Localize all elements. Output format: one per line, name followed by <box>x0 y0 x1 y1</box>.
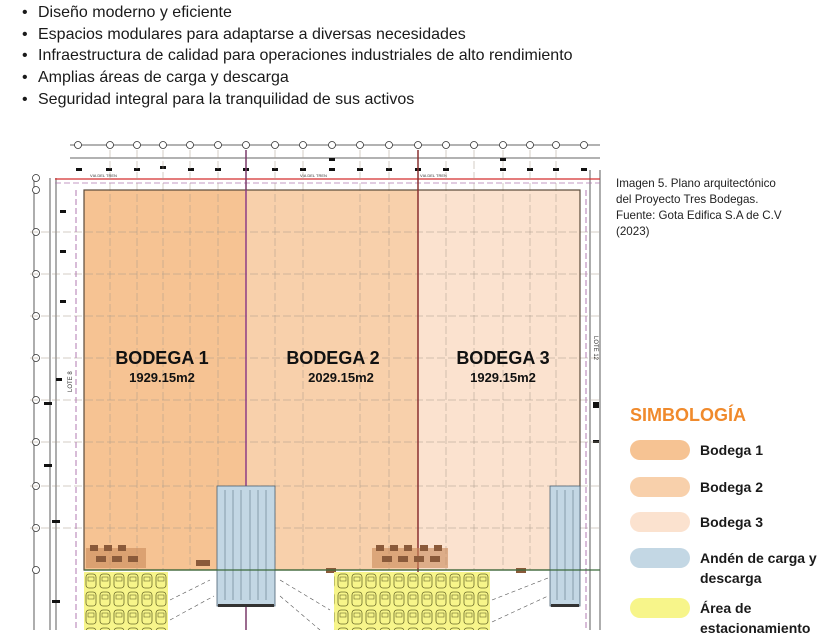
caption-line: Fuente: Gota Edifica S.A de C.V <box>616 208 782 222</box>
bodega-3-label: BODEGA 3 <box>456 348 550 368</box>
rail-label: VIA DEL TREN <box>300 173 327 178</box>
bodega-2-area-label: 2029.15m2 <box>308 370 374 385</box>
figure-caption <box>616 176 816 240</box>
legend-swatch <box>630 440 690 460</box>
loading-dock <box>550 486 580 607</box>
legend-label: Bodega 1 <box>700 442 764 458</box>
legend-title: SIMBOLOGÍA <box>630 405 746 425</box>
bodega-1-label: BODEGA 1 <box>115 348 209 368</box>
legend-swatch <box>630 477 690 497</box>
rail-label: VIA DEL TREN <box>90 173 117 178</box>
loading-dock <box>217 486 275 607</box>
architectural-floor-plan <box>0 130 610 630</box>
row-grid-markers <box>33 175 40 574</box>
legend-label: Área de estacionamiento <box>700 600 811 636</box>
bodega-1-area-label: 1929.15m2 <box>129 370 195 385</box>
legend-item-bodega-2 <box>630 477 830 497</box>
parking-area <box>84 572 490 630</box>
caption-line: del Proyecto Tres Bodegas. <box>616 192 759 206</box>
rail-label: VIA DEL TREN <box>420 173 447 178</box>
feature-item: • Diseño moderno y eficiente <box>38 2 573 24</box>
caption-line: Imagen 5. Plano arquitectónico <box>616 177 776 190</box>
caption-line: (2023) <box>616 224 650 238</box>
legend-swatch <box>630 548 690 568</box>
legend-swatch <box>630 598 690 618</box>
legend-swatch <box>630 512 690 532</box>
bodega-3-area-label: 1929.15m2 <box>470 370 536 385</box>
legend-item-parking <box>630 598 830 638</box>
legend-label: Bodega 2 <box>700 479 764 495</box>
feature-item: • Seguridad integral para la tranquilidad de sus activos <box>38 89 573 111</box>
legend-item-bodega-3 <box>630 512 830 532</box>
feature-item: • Infraestructura de calidad para operaciones industriales de alto rendimiento <box>38 45 573 67</box>
feature-item: • Espacios modulares para adaptarse a diversas necesidades <box>38 24 573 46</box>
feature-item: • Amplias áreas de carga y descarga <box>38 67 573 89</box>
legend-item-loading-dock <box>630 548 830 588</box>
legend-label: Andén de carga y descarga <box>700 550 817 586</box>
lote-right-label: LOTE 12 <box>592 336 598 361</box>
feature-list <box>20 2 573 111</box>
legend-label: Bodega 3 <box>700 514 764 530</box>
bodega-2-label: BODEGA 2 <box>286 348 380 368</box>
lote-left-label: LOTE 8 <box>68 371 74 392</box>
legend-item-bodega-1 <box>630 440 830 460</box>
